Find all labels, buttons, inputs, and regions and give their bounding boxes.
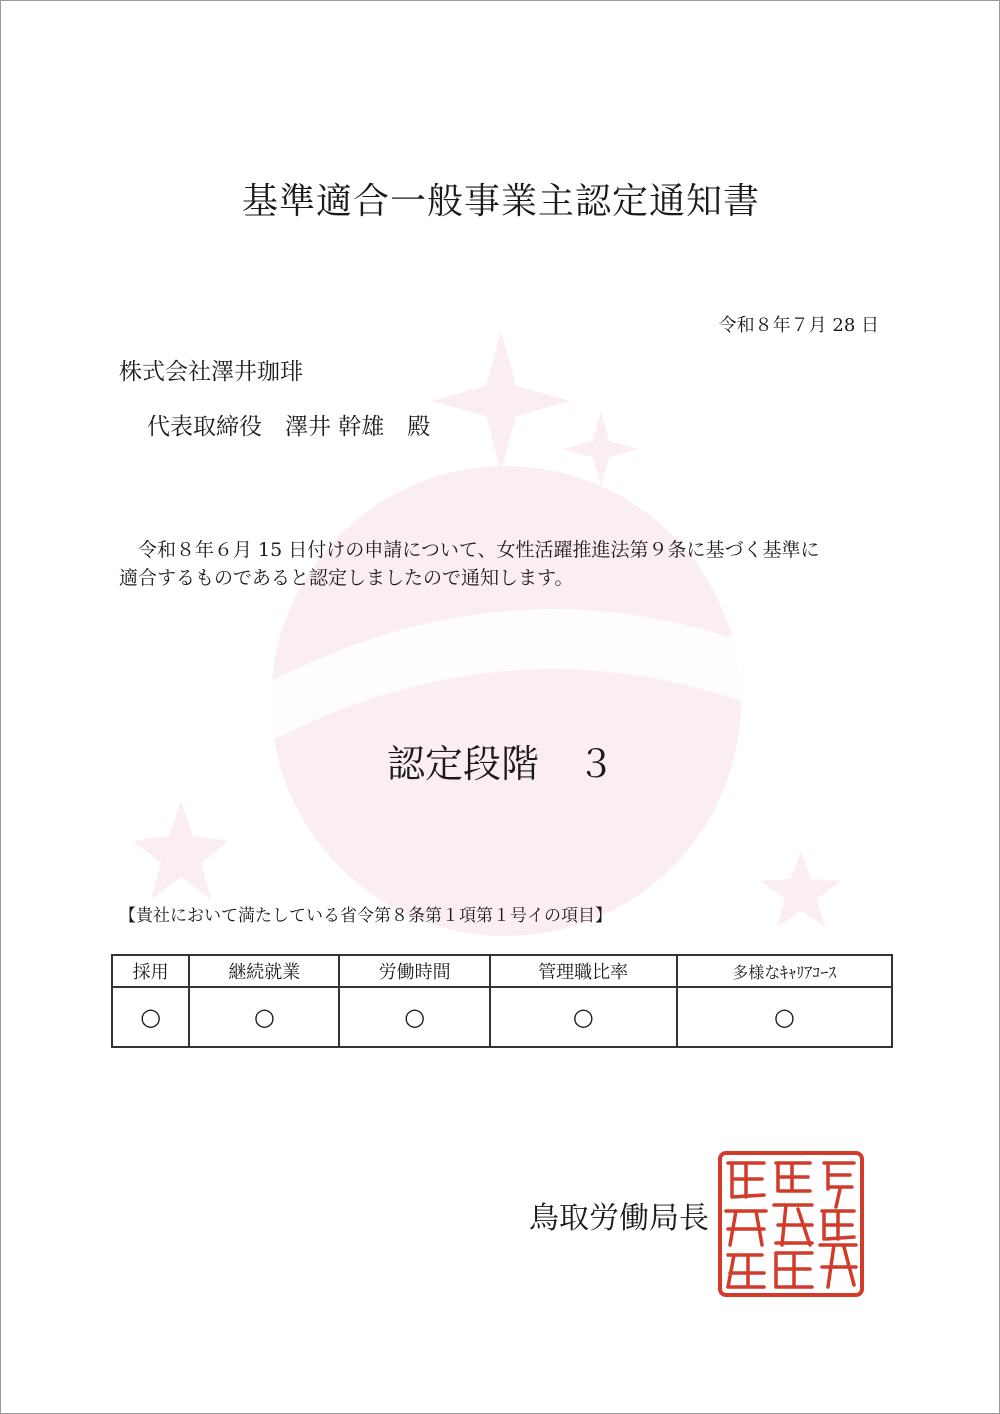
criteria-mark: ○ xyxy=(490,987,677,1047)
criteria-table xyxy=(111,954,893,1048)
official-seal-stamp xyxy=(716,1149,866,1299)
criteria-mark: ○ xyxy=(112,987,189,1047)
notification-body xyxy=(119,536,889,592)
criteria-mark: ○ xyxy=(677,987,892,1047)
criteria-header-row xyxy=(112,955,892,987)
criteria-mark: ○ xyxy=(339,987,489,1047)
body-line-1: 令和８年６月 15 日付けの申請について、女性活躍推進法第９条に基づく基準に xyxy=(138,539,820,561)
criteria-header-cell: 多様なｷｬﾘｱｺｰｽ xyxy=(677,955,892,987)
criteria-mark: ○ xyxy=(189,987,339,1047)
issue-date: 令和８年７月 28 日 xyxy=(718,315,879,336)
criteria-header-cell: 労働時間 xyxy=(339,955,489,987)
recipient-representative: 代表取締役 澤井 幹雄 殿 xyxy=(147,414,431,440)
criteria-header-cell: 管理職比率 xyxy=(490,955,677,987)
body-line-2: 適合するものであると認定しましたので通知します。 xyxy=(119,567,574,589)
criteria-mark-row xyxy=(112,987,892,1047)
document-title: 基準適合一般事業主認定通知書 xyxy=(241,181,760,222)
issuer-name: 鳥取労働局長 xyxy=(529,1201,709,1236)
certification-stage: 認定段階 ３ xyxy=(386,742,615,786)
items-caption: 【貴社において満たしている省令第８条第１項第１号イの項目】 xyxy=(119,906,612,926)
criteria-header-cell: 継続就業 xyxy=(189,955,339,987)
recipient-company: 株式会社澤井珈琲 xyxy=(119,359,303,385)
criteria-header-cell: 採用 xyxy=(112,955,189,987)
